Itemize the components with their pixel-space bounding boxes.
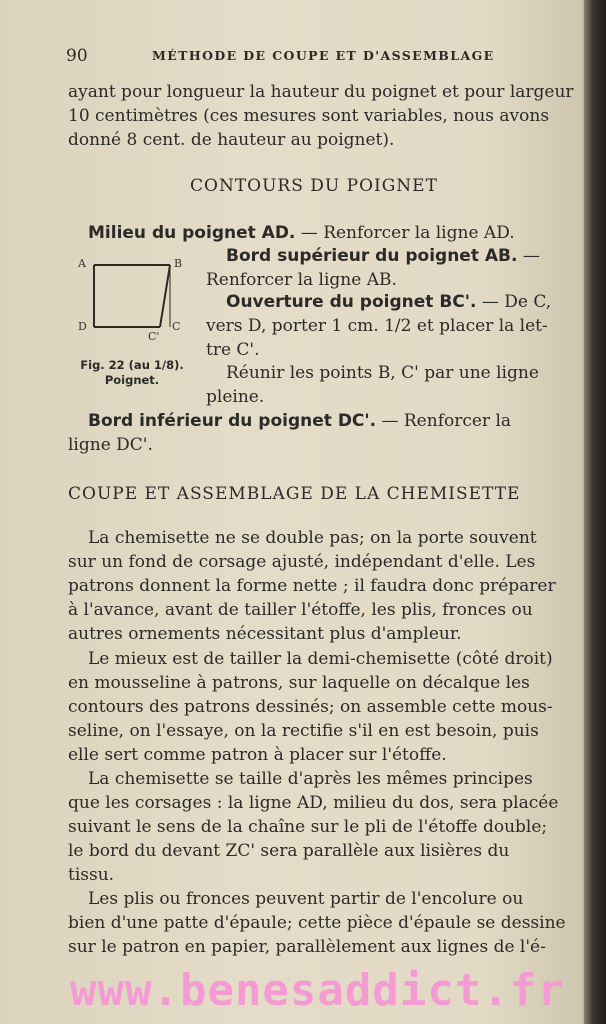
ouverture-line2: vers D, porter 1 cm. 1/2 et placer la let- bbox=[206, 316, 548, 336]
p3-line-2: que les corsages : la ligne AD, milieu du dos, sera placée bbox=[68, 793, 559, 813]
bord-inf-line1 bbox=[88, 409, 511, 433]
ouverture-rest: — De C, bbox=[476, 292, 552, 312]
bord-sup-term: Bord supérieur du poignet AB. bbox=[226, 246, 518, 266]
section-title-contours: CONTOURS DU POIGNET bbox=[190, 176, 438, 196]
ouverture-line1 bbox=[226, 290, 551, 314]
page-header bbox=[66, 46, 586, 70]
bord-sup-line2: Renforcer la ligne AB. bbox=[206, 270, 397, 290]
line-bc-prime bbox=[160, 265, 170, 327]
section-title-coupe: COUPE ET ASSEMBLAGE DE LA CHEMISETTE bbox=[68, 484, 521, 504]
milieu-term: Milieu du poignet AD. bbox=[88, 223, 296, 243]
intro-line-1: ayant pour longueur la hauteur du poignet et pour largeur bbox=[68, 82, 574, 102]
ouverture-line3: tre C'. bbox=[206, 340, 260, 360]
figure-label-c-prime: C' bbox=[148, 330, 160, 343]
p2-line-4: seline, on l'essaye, on la rectifie s'il en est besoin, puis bbox=[68, 721, 539, 741]
p3-line-4: le bord du devant ZC' sera parallèle aux lisières du bbox=[68, 841, 510, 861]
p2-line-2: en mousseline à patrons, sur laquelle on décalque les bbox=[68, 673, 530, 693]
p2-line-1: Le mieux est de tailler la demi-chemisette (côté droit) bbox=[88, 649, 553, 669]
p1-line-3: patrons donnent la forme nette ; il faudra donc préparer bbox=[68, 576, 556, 596]
figure-caption bbox=[72, 358, 192, 388]
p3-line-3: suivant le sens de la chaîne sur le pli de l'étoffe double; bbox=[68, 817, 548, 837]
book-spine bbox=[584, 0, 606, 1024]
figure-label-b: B bbox=[174, 257, 183, 270]
figure-label-c: C bbox=[172, 320, 181, 333]
running-title: MÉTHODE DE COUPE ET D'ASSEMBLAGE bbox=[152, 48, 495, 63]
figure-caption-line2: Poignet. bbox=[104, 373, 160, 387]
watermark: www.benesaddict.fr bbox=[70, 965, 565, 1016]
ouverture-term: Ouverture du poignet BC'. bbox=[226, 292, 477, 312]
p3-line-1: La chemisette se taille d'après les mêmes principes bbox=[88, 769, 533, 789]
intro-line-3: donné 8 cent. de hauteur au poignet). bbox=[68, 130, 395, 150]
p1-line-5: autres ornements nécessitant plus d'ampleur. bbox=[68, 624, 462, 644]
figure-label-d: D bbox=[78, 320, 87, 333]
bord-inf-rest: — Renforcer la bbox=[376, 411, 512, 431]
p2-line-3: contours des patrons dessinés; on assemble cette mous- bbox=[68, 697, 553, 717]
milieu-rest: — Renforcer la ligne AD. bbox=[295, 223, 515, 243]
p1-line-4: à l'avance, avant de tailler l'étoffe, les plis, fronces ou bbox=[68, 600, 533, 620]
bord-inf-line2: ligne DC'. bbox=[68, 435, 153, 455]
milieu-paragraph bbox=[88, 221, 515, 245]
p4-line-1: Les plis ou fronces peuvent partir de l'encolure ou bbox=[88, 889, 524, 909]
p1-line-1: La chemisette ne se double pas; on la porte souvent bbox=[88, 528, 537, 548]
bord-sup-rest: — bbox=[517, 246, 540, 266]
figure-label-a: A bbox=[78, 257, 86, 270]
p3-line-5: tissu. bbox=[68, 865, 115, 885]
reunir-line2: pleine. bbox=[206, 387, 265, 407]
p4-line-2: bien d'une patte d'épaule; cette pièce d'épaule se dessine bbox=[68, 913, 566, 933]
p1-line-2: sur un fond de corsage ajusté, indépendant d'elle. Les bbox=[68, 552, 536, 572]
reunir-line1: Réunir les points B, C' par une ligne bbox=[226, 363, 539, 383]
intro-line-2: 10 centimètres (ces mesures sont variables, nous avons bbox=[68, 106, 550, 126]
figure-caption-line1: Fig. 22 (au 1/8). bbox=[80, 358, 184, 372]
p2-line-5: elle sert comme patron à placer sur l'étoffe. bbox=[68, 745, 447, 765]
bord-sup-line1 bbox=[226, 244, 540, 268]
bord-inf-term: Bord inférieur du poignet DC'. bbox=[88, 411, 377, 431]
p4-line-3: sur le patron en papier, parallèlement aux lignes de l'é- bbox=[68, 937, 546, 957]
page-number: 90 bbox=[66, 46, 88, 66]
